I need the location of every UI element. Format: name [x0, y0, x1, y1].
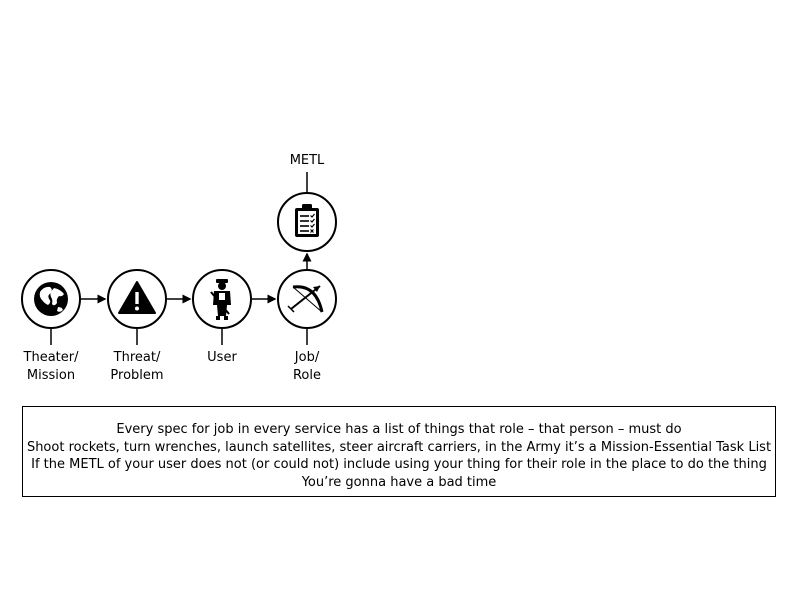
- caption-line-4: You’re gonna have a bad time: [301, 474, 497, 490]
- label-job: [267, 349, 347, 385]
- caption-line-1: Every spec for job in every service has a list of things that role – that person – must do: [116, 422, 682, 437]
- label-job-line-2: Role: [292, 368, 321, 383]
- label-user: [182, 349, 262, 367]
- node-theater: [22, 270, 80, 328]
- caption-box: [22, 406, 776, 497]
- label-user-line-1: User: [207, 350, 237, 365]
- label-theater-line-1: Theater/: [23, 350, 79, 365]
- label-theater: [11, 349, 91, 385]
- node-threat: [108, 270, 166, 328]
- node-metl: [278, 193, 336, 251]
- label-threat: [97, 349, 177, 385]
- globe-icon: [34, 282, 68, 316]
- label-metl-line-1: METL: [289, 153, 325, 168]
- label-job-line-1: Job/: [294, 350, 320, 365]
- node-user: [193, 270, 251, 328]
- caption-line-2: Shoot rockets, turn wrenches, launch satellites, steer aircraft carriers, in the Army it’s a Mission-Essential Task List: [26, 439, 772, 455]
- clipboard-checklist-icon: [295, 204, 319, 237]
- label-theater-line-2: Mission: [26, 368, 76, 383]
- node-job: [278, 270, 336, 328]
- caption-line-3: If the METL of your user does not (or could not) include using your thing for their role in the place to do the thing: [31, 457, 767, 472]
- label-threat-line-1: Threat/: [113, 350, 161, 365]
- label-metl: [267, 152, 347, 170]
- label-threat-line-2: Problem: [110, 368, 164, 383]
